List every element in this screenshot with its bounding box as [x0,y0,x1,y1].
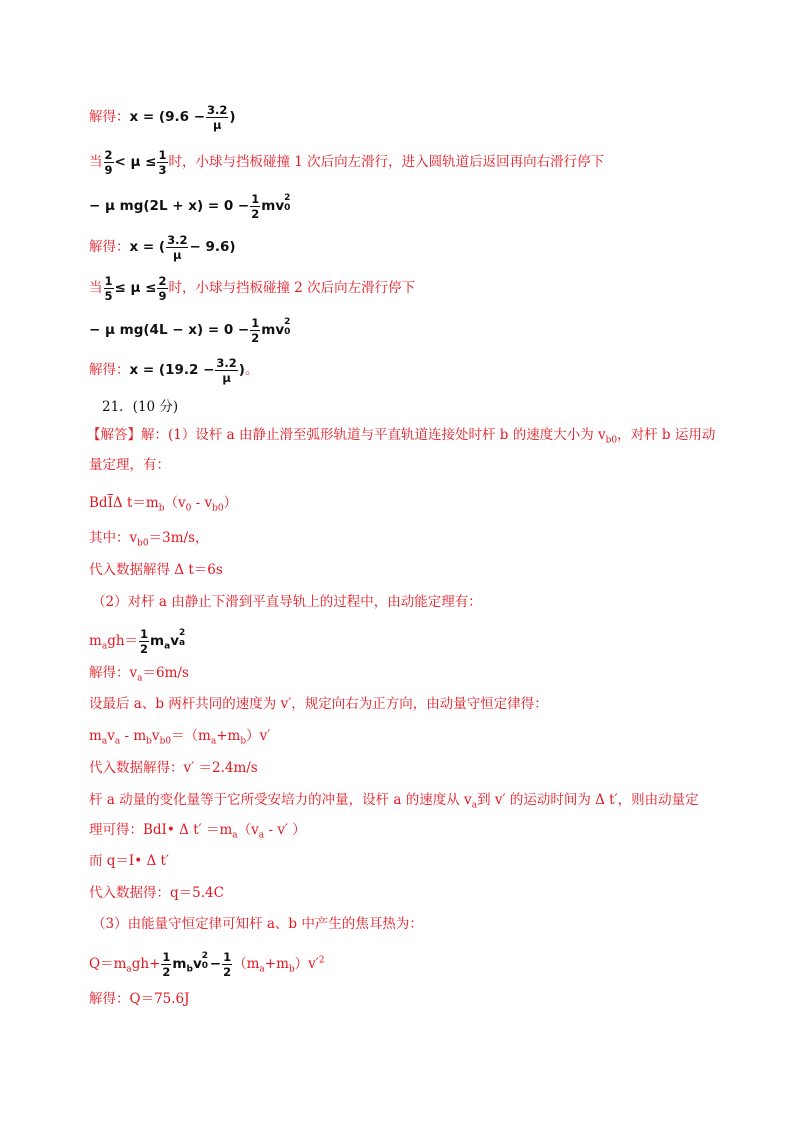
question-number: 21．(10 分) [102,399,179,415]
solution-line-4: 其中：$v_{b0}=3m/s$， [89,530,209,549]
answer-line-2: 解得：x = ( $\frac{3.2}{\mu}$ − 9.6) [89,233,236,262]
fraction: $\frac{3.2}{\mu}$ [167,233,188,262]
momentum-intro: 设最后 a、b 两杆共同的速度为 v′，规定向右为正方向，由动量守恒定律得： [89,696,548,712]
energy-equation: $m_agh=$ $\frac{1}{2}$ $m_av$ 2 a [89,627,186,656]
formula: x = (9.6 − [129,109,206,125]
fraction: $\frac{2}{9}$ [104,148,113,177]
fraction: $\frac{1}{5}$ [104,274,113,303]
impulse-text: 杆 a 动量的变化量等于它所受安培力的冲量，设杆 a 的速度从 $v_a$到 v′ 的运动时间为 Δ t′，则由动量定 [89,792,699,811]
answer-tag: 【解答】 [87,427,141,443]
fraction: $\frac{1}{3}$ [158,148,167,177]
equation-line-1: − μ mg(2L + x) = 0 − $\frac{1}{2}$ mv 2 0 [89,192,291,221]
equation-line-2: − μ mg(4L − x) = 0 − $\frac{1}{2}$ mv 2 0 [89,316,291,345]
charge-result: 代入数据得：q＝5.4C [89,885,224,901]
solution-line-5: 代入数据解得 Δ t＝6s [89,562,223,578]
heat-result: 解得：Q＝75.6J [89,991,190,1007]
part-2-heading: （2）对杆 a 由静止下滑到平直导轨上的过程中，由动能定理有： [92,594,482,610]
part-3-heading: （3）由能量守恒定律可知杆 a、b 中产生的焦耳热为： [92,916,423,932]
common-velocity: 代入数据解得：v′ ＝2.4m/s [89,760,258,776]
heat-equation: $Q=m_agh+$ $\frac{1}{2}$ $m_bv$ 2 0 − $\frac{1}{2}$ $(m_a+m_b)v'^2$ [89,950,325,979]
condition-line-2: 当 $\frac{1}{5}$ ≤ μ ≤ $\frac{2}{9}$ 时，小球与挡板碰撞 2 次后向左滑行停下 [89,274,416,303]
fraction: $\frac{3.2}{\mu}$ [216,356,237,385]
fraction: $\frac{1}{2}$ [162,950,171,979]
label: 解得： [89,109,130,125]
fraction: $\frac{2}{9}$ [158,274,167,303]
fraction: $\frac{1}{2}$ [251,316,260,345]
solution-line-2: 量定理，有： [89,457,170,473]
answer-line-3: 解得：x = (19.2 − $\frac{3.2}{\mu}$ )。 [89,356,259,385]
fraction: $\frac{3.2}{\mu}$ [207,103,228,132]
impulse-equation-2: 理可得：BdI• Δ $t' =m_a(v_a - v'$ ） [89,822,306,841]
velocity-a: 解得：$v_a=6m/s$ [89,665,189,684]
fraction: $\frac{1}{2}$ [223,950,232,979]
impulse-equation: $Bd\overline{I}\Delta$ $t=m_b(v_0 - v_{b0})$ [89,495,238,514]
fraction: $\frac{1}{2}$ [251,192,260,221]
fraction: $\frac{1}{2}$ [140,627,149,656]
charge-relation: 而 q＝I• Δ t′ [89,853,170,869]
condition-line-1: 当 $\frac{2}{9}$ < μ ≤ $\frac{1}{3}$ 时，小球与挡板碰撞 1 次后向左滑行，进入圆轨道后返回再向右滑行停下 [89,148,605,177]
solution-line-1: 【解答】解：(1）设杆 a 由静止滑至弧形轨道与平直轨道连接处时杆 b 的速度大小为 $v_{b0}$，对杆 b 运用动 [87,427,716,446]
answer-line-1: 解得：x = (9.6 − $\frac{3.2}{\mu}$ ) [89,103,236,132]
momentum-equation: $m_av_a - m_bv_{b0}=(m_a+m_b)v'$ [89,728,271,747]
